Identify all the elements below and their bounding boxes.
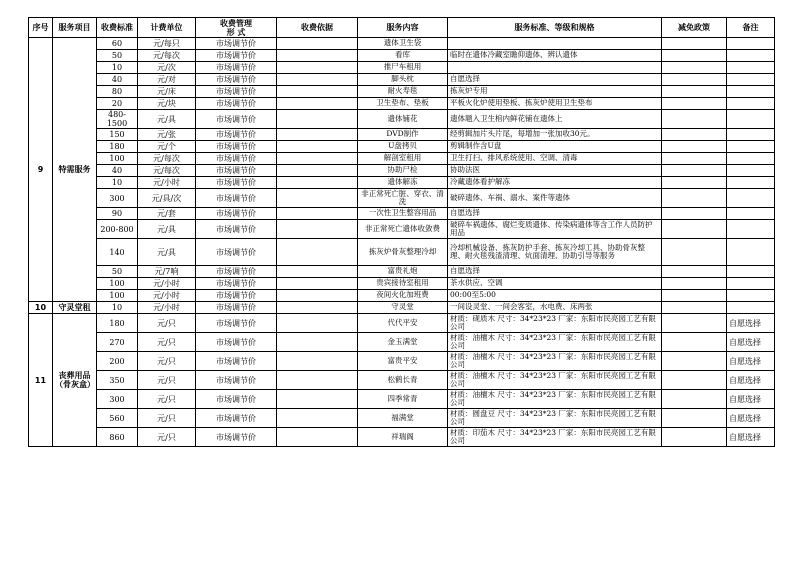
fee-cell: 20 xyxy=(97,98,138,110)
fee-table xyxy=(28,17,775,447)
fee-cell: 860 xyxy=(97,428,138,447)
relief-cell xyxy=(662,165,727,177)
standard-cell: 00:00至5:00 xyxy=(448,290,662,302)
basis-cell xyxy=(277,165,358,177)
table-body xyxy=(29,38,775,447)
unit-cell: 元/具 xyxy=(138,239,196,266)
fee-cell: 10 xyxy=(97,62,138,74)
table-row xyxy=(29,266,775,278)
unit-cell: 元/只 xyxy=(138,371,196,390)
table-row xyxy=(29,290,775,302)
basis-cell xyxy=(277,266,358,278)
remark-cell xyxy=(727,74,775,86)
table-row xyxy=(29,153,775,165)
header-standard: 服务标准、等级和规格 xyxy=(448,18,662,38)
fee-cell: 150 xyxy=(97,129,138,141)
content-cell: 遗体铺花 xyxy=(358,110,448,129)
group-seq: 10 xyxy=(29,302,53,314)
fee-cell: 270 xyxy=(97,333,138,352)
standard-cell: 自愿选择 xyxy=(448,208,662,220)
basis-cell xyxy=(277,86,358,98)
unit-cell: 元/小时 xyxy=(138,290,196,302)
unit-cell: 元/小时 xyxy=(138,278,196,290)
group-seq: 9 xyxy=(29,38,53,302)
standard-cell: 经剪辑加片头片尾，每增加一张加收30元。 xyxy=(448,129,662,141)
group-seq: 11 xyxy=(29,314,53,447)
relief-cell xyxy=(662,110,727,129)
content-cell: 富贵平安 xyxy=(358,352,448,371)
header-remark: 备注 xyxy=(727,18,775,38)
remark-cell: 自愿选择 xyxy=(727,314,775,333)
relief-cell xyxy=(662,153,727,165)
relief-cell xyxy=(662,208,727,220)
basis-cell xyxy=(277,352,358,371)
relief-cell xyxy=(662,98,727,110)
standard-cell: 材质：油檀木 尺寸：34*23*23 厂家：东阳市民亮园工艺有限公司 xyxy=(448,371,662,390)
remark-cell: 自愿选择 xyxy=(727,371,775,390)
mgmt-cell: 市场调节价 xyxy=(196,428,277,447)
standard-cell: 茶水供应、空调 xyxy=(448,278,662,290)
relief-cell xyxy=(662,428,727,447)
basis-cell xyxy=(277,371,358,390)
remark-cell xyxy=(727,50,775,62)
mgmt-cell: 市场调节价 xyxy=(196,290,277,302)
remark-cell xyxy=(727,220,775,239)
mgmt-cell: 市场调节价 xyxy=(196,129,277,141)
relief-cell xyxy=(662,189,727,208)
unit-cell: 元/对 xyxy=(138,74,196,86)
content-cell: 推尸车租用 xyxy=(358,62,448,74)
fee-cell: 90 xyxy=(97,208,138,220)
content-cell: 遗体解冻 xyxy=(358,177,448,189)
fee-cell: 350 xyxy=(97,371,138,390)
remark-cell: 自愿选择 xyxy=(727,333,775,352)
table-row xyxy=(29,371,775,390)
remark-cell xyxy=(727,208,775,220)
content-cell: 福满堂 xyxy=(358,409,448,428)
unit-cell: 元/只 xyxy=(138,314,196,333)
remark-cell xyxy=(727,141,775,153)
relief-cell xyxy=(662,177,727,189)
unit-cell: 元/具/次 xyxy=(138,189,196,208)
fee-cell: 40 xyxy=(97,165,138,177)
basis-cell xyxy=(277,290,358,302)
relief-cell xyxy=(662,239,727,266)
remark-cell xyxy=(727,290,775,302)
mgmt-cell: 市场调节价 xyxy=(196,208,277,220)
table-row xyxy=(29,189,775,208)
relief-cell xyxy=(662,290,727,302)
content-cell: 非正常死亡脏、穿衣、清洗 xyxy=(358,189,448,208)
unit-cell: 元/套 xyxy=(138,208,196,220)
content-cell: 看库 xyxy=(358,50,448,62)
remark-cell: 自愿选择 xyxy=(727,352,775,371)
mgmt-cell: 市场调节价 xyxy=(196,74,277,86)
table-row xyxy=(29,302,775,314)
basis-cell xyxy=(277,302,358,314)
relief-cell xyxy=(662,278,727,290)
content-cell: 拣灰炉骨灰整理冷却 xyxy=(358,239,448,266)
unit-cell: 元/每次 xyxy=(138,50,196,62)
relief-cell xyxy=(662,38,727,50)
basis-cell xyxy=(277,38,358,50)
basis-cell xyxy=(277,153,358,165)
mgmt-cell: 市场调节价 xyxy=(196,110,277,129)
standard-cell: 平板火化炉使用垫板、拣灰炉使用卫生垫布 xyxy=(448,98,662,110)
unit-cell: 元/块 xyxy=(138,98,196,110)
mgmt-cell: 市场调节价 xyxy=(196,165,277,177)
standard-cell: 材质：油檀木 尺寸：34*23*23 厂家：东阳市民亮园工艺有限公司 xyxy=(448,390,662,409)
content-cell: 富贵礼炮 xyxy=(358,266,448,278)
unit-cell: 元/只 xyxy=(138,428,196,447)
fee-cell: 100 xyxy=(97,290,138,302)
header-row xyxy=(29,18,775,38)
fee-cell: 200-800 xyxy=(97,220,138,239)
header-mgmt: 收费管理 形 式 xyxy=(196,18,277,38)
standard-cell: 冷藏遗体看护解冻 xyxy=(448,177,662,189)
standard-cell: 临时在遗体冷藏室瞻仰遗体、辨认遗体 xyxy=(448,50,662,62)
unit-cell: 元/床 xyxy=(138,86,196,98)
mgmt-cell: 市场调节价 xyxy=(196,86,277,98)
unit-cell: 元/7响 xyxy=(138,266,196,278)
mgmt-cell: 市场调节价 xyxy=(196,189,277,208)
standard-cell: 自愿选择 xyxy=(448,266,662,278)
mgmt-cell: 市场调节价 xyxy=(196,302,277,314)
table-row xyxy=(29,86,775,98)
unit-cell: 元/每次 xyxy=(138,153,196,165)
unit-cell: 元/小时 xyxy=(138,177,196,189)
mgmt-cell: 市场调节价 xyxy=(196,220,277,239)
remark-cell: 自愿选择 xyxy=(727,428,775,447)
content-cell: 协助尸检 xyxy=(358,165,448,177)
table-row xyxy=(29,314,775,333)
content-cell: 贵宾接待室租用 xyxy=(358,278,448,290)
standard-cell: 一间设灵堂、一间会客室，水电费、床两张 xyxy=(448,302,662,314)
standard-cell: 遗体题入卫生棺内鲜花铺在遗体上 xyxy=(448,110,662,129)
header-content: 服务内容 xyxy=(358,18,448,38)
fee-cell: 50 xyxy=(97,266,138,278)
fee-cell: 180 xyxy=(97,314,138,333)
remark-cell xyxy=(727,153,775,165)
header-item: 服务项目 xyxy=(53,18,97,38)
header-basis: 收费依据 xyxy=(277,18,358,38)
fee-cell: 40 xyxy=(97,74,138,86)
content-cell: 四季常青 xyxy=(358,390,448,409)
fee-cell: 80 xyxy=(97,86,138,98)
mgmt-cell: 市场调节价 xyxy=(196,177,277,189)
relief-cell xyxy=(662,371,727,390)
basis-cell xyxy=(277,390,358,409)
basis-cell xyxy=(277,333,358,352)
table-row xyxy=(29,165,775,177)
basis-cell xyxy=(277,129,358,141)
basis-cell xyxy=(277,50,358,62)
table-row xyxy=(29,98,775,110)
content-cell: 卫生垫布、垫板 xyxy=(358,98,448,110)
remark-cell xyxy=(727,86,775,98)
table-row xyxy=(29,352,775,371)
content-cell: 一次性卫生整容用品 xyxy=(358,208,448,220)
mgmt-cell: 市场调节价 xyxy=(196,352,277,371)
basis-cell xyxy=(277,314,358,333)
mgmt-cell: 市场调节价 xyxy=(196,390,277,409)
content-cell: 耐火寿毯 xyxy=(358,86,448,98)
mgmt-cell: 市场调节价 xyxy=(196,278,277,290)
standard-cell: 拣灰炉专用 xyxy=(448,86,662,98)
standard-cell: 材质：油檀木 尺寸：34*23*23 厂家：东阳市民亮园工艺有限公司 xyxy=(448,333,662,352)
basis-cell xyxy=(277,239,358,266)
table-row xyxy=(29,74,775,86)
header-fee: 收费标准 xyxy=(97,18,138,38)
fee-cell: 480-1500 xyxy=(97,110,138,129)
unit-cell: 元/具 xyxy=(138,110,196,129)
standard-cell xyxy=(448,38,662,50)
basis-cell xyxy=(277,141,358,153)
table-row xyxy=(29,50,775,62)
standard-cell: 材质：印茄木 尺寸：34*23*23 厂家：东阳市民亮园工艺有限公司 xyxy=(448,428,662,447)
fee-cell: 300 xyxy=(97,390,138,409)
standard-cell: 自愿选择 xyxy=(448,74,662,86)
basis-cell xyxy=(277,189,358,208)
remark-cell xyxy=(727,239,775,266)
relief-cell xyxy=(662,62,727,74)
table-row xyxy=(29,220,775,239)
fee-cell: 560 xyxy=(97,409,138,428)
standard-cell: 材质：砚质木 尺寸：34*23*23 厂家：东阳市民亮园工艺有限公司 xyxy=(448,314,662,333)
mgmt-cell: 市场调节价 xyxy=(196,371,277,390)
standard-cell xyxy=(448,62,662,74)
standard-cell: 剪辑制作含U盘 xyxy=(448,141,662,153)
relief-cell xyxy=(662,129,727,141)
basis-cell xyxy=(277,98,358,110)
table-row xyxy=(29,390,775,409)
header-unit: 计费单位 xyxy=(138,18,196,38)
unit-cell: 元/次 xyxy=(138,62,196,74)
remark-cell xyxy=(727,98,775,110)
mgmt-cell: 市场调节价 xyxy=(196,239,277,266)
unit-cell: 元/只 xyxy=(138,352,196,371)
fee-cell: 50 xyxy=(97,50,138,62)
table-row xyxy=(29,141,775,153)
content-cell: 非正常死亡遗体收敛费 xyxy=(358,220,448,239)
remark-cell xyxy=(727,110,775,129)
basis-cell xyxy=(277,428,358,447)
remark-cell xyxy=(727,38,775,50)
unit-cell: 元/只 xyxy=(138,333,196,352)
mgmt-cell: 市场调节价 xyxy=(196,141,277,153)
content-cell: 遗体卫生袋 xyxy=(358,38,448,50)
fee-cell: 10 xyxy=(97,177,138,189)
basis-cell xyxy=(277,177,358,189)
unit-cell: 元/小时 xyxy=(138,302,196,314)
table-row xyxy=(29,333,775,352)
mgmt-cell: 市场调节价 xyxy=(196,314,277,333)
content-cell: 脚头枕 xyxy=(358,74,448,86)
mgmt-cell: 市场调节价 xyxy=(196,50,277,62)
table-row xyxy=(29,110,775,129)
unit-cell: 元/个 xyxy=(138,141,196,153)
content-cell: 松鹤长青 xyxy=(358,371,448,390)
content-cell: 金玉满堂 xyxy=(358,333,448,352)
standard-cell: 材质：油檀木 尺寸：34*23*23 厂家：东阳市民亮园工艺有限公司 xyxy=(448,352,662,371)
table-row xyxy=(29,278,775,290)
mgmt-cell: 市场调节价 xyxy=(196,153,277,165)
basis-cell xyxy=(277,220,358,239)
mgmt-cell: 市场调节价 xyxy=(196,38,277,50)
fee-cell: 60 xyxy=(97,38,138,50)
standard-cell: 破碎遗体、车祸、溺水、案件等遗体 xyxy=(448,189,662,208)
remark-cell xyxy=(727,302,775,314)
relief-cell xyxy=(662,302,727,314)
relief-cell xyxy=(662,74,727,86)
group-name: 丧葬用品（骨灰盒） xyxy=(53,314,97,447)
content-cell: 夜间火化加班费 xyxy=(358,290,448,302)
remark-cell xyxy=(727,129,775,141)
basis-cell xyxy=(277,110,358,129)
fee-cell: 300 xyxy=(97,189,138,208)
fee-cell: 140 xyxy=(97,239,138,266)
remark-cell xyxy=(727,278,775,290)
group-name: 特需服务 xyxy=(53,38,97,302)
table-row xyxy=(29,38,775,50)
basis-cell xyxy=(277,74,358,86)
content-cell: DVD制作 xyxy=(358,129,448,141)
fee-cell: 180 xyxy=(97,141,138,153)
relief-cell xyxy=(662,390,727,409)
remark-cell xyxy=(727,266,775,278)
fee-cell: 10 xyxy=(97,302,138,314)
table-row xyxy=(29,208,775,220)
standard-cell: 材质：圆盘豆 尺寸：34*23*23 厂家：东阳市民亮园工艺有限公司 xyxy=(448,409,662,428)
relief-cell xyxy=(662,314,727,333)
basis-cell xyxy=(277,62,358,74)
basis-cell xyxy=(277,208,358,220)
unit-cell: 元/具 xyxy=(138,220,196,239)
relief-cell xyxy=(662,352,727,371)
relief-cell xyxy=(662,141,727,153)
content-cell: 解剖室租用 xyxy=(358,153,448,165)
group-name: 守灵堂租 xyxy=(53,302,97,314)
content-cell: 守灵堂 xyxy=(358,302,448,314)
table-row xyxy=(29,62,775,74)
unit-cell: 元/只 xyxy=(138,409,196,428)
content-cell: 代代平安 xyxy=(358,314,448,333)
mgmt-cell: 市场调节价 xyxy=(196,266,277,278)
unit-cell: 元/每只 xyxy=(138,38,196,50)
unit-cell: 元/每次 xyxy=(138,165,196,177)
table-row xyxy=(29,409,775,428)
standard-cell: 破碎车祸遗体、腐烂变质遗体、传染病遗体等含工作人员防护用品 xyxy=(448,220,662,239)
fee-cell: 100 xyxy=(97,153,138,165)
table-row xyxy=(29,129,775,141)
table-row xyxy=(29,177,775,189)
mgmt-cell: 市场调节价 xyxy=(196,98,277,110)
remark-cell xyxy=(727,177,775,189)
mgmt-cell: 市场调节价 xyxy=(196,333,277,352)
relief-cell xyxy=(662,409,727,428)
table-row xyxy=(29,428,775,447)
mgmt-cell: 市场调节价 xyxy=(196,409,277,428)
content-cell: 祥瑞阁 xyxy=(358,428,448,447)
remark-cell: 自愿选择 xyxy=(727,390,775,409)
remark-cell xyxy=(727,165,775,177)
fee-cell: 200 xyxy=(97,352,138,371)
standard-cell: 协助法医 xyxy=(448,165,662,177)
fee-cell: 100 xyxy=(97,278,138,290)
relief-cell xyxy=(662,50,727,62)
remark-cell xyxy=(727,62,775,74)
content-cell: U盘拷贝 xyxy=(358,141,448,153)
relief-cell xyxy=(662,333,727,352)
mgmt-cell: 市场调节价 xyxy=(196,62,277,74)
unit-cell: 元/张 xyxy=(138,129,196,141)
standard-cell: 卫生打扫、排风系统使用、空调、清毒 xyxy=(448,153,662,165)
table-row xyxy=(29,239,775,266)
relief-cell xyxy=(662,220,727,239)
basis-cell xyxy=(277,278,358,290)
standard-cell: 冷却机械设备、拣灰防护手套、拣灰冷却工具、协助骨灰整理、耐火毯残渣清理、炕面清理、协助引导等服务 xyxy=(448,239,662,266)
unit-cell: 元/只 xyxy=(138,390,196,409)
basis-cell xyxy=(277,409,358,428)
remark-cell: 自愿选择 xyxy=(727,409,775,428)
remark-cell xyxy=(727,189,775,208)
relief-cell xyxy=(662,266,727,278)
relief-cell xyxy=(662,86,727,98)
header-seq: 序号 xyxy=(29,18,53,38)
header-relief: 减免政策 xyxy=(662,18,727,38)
